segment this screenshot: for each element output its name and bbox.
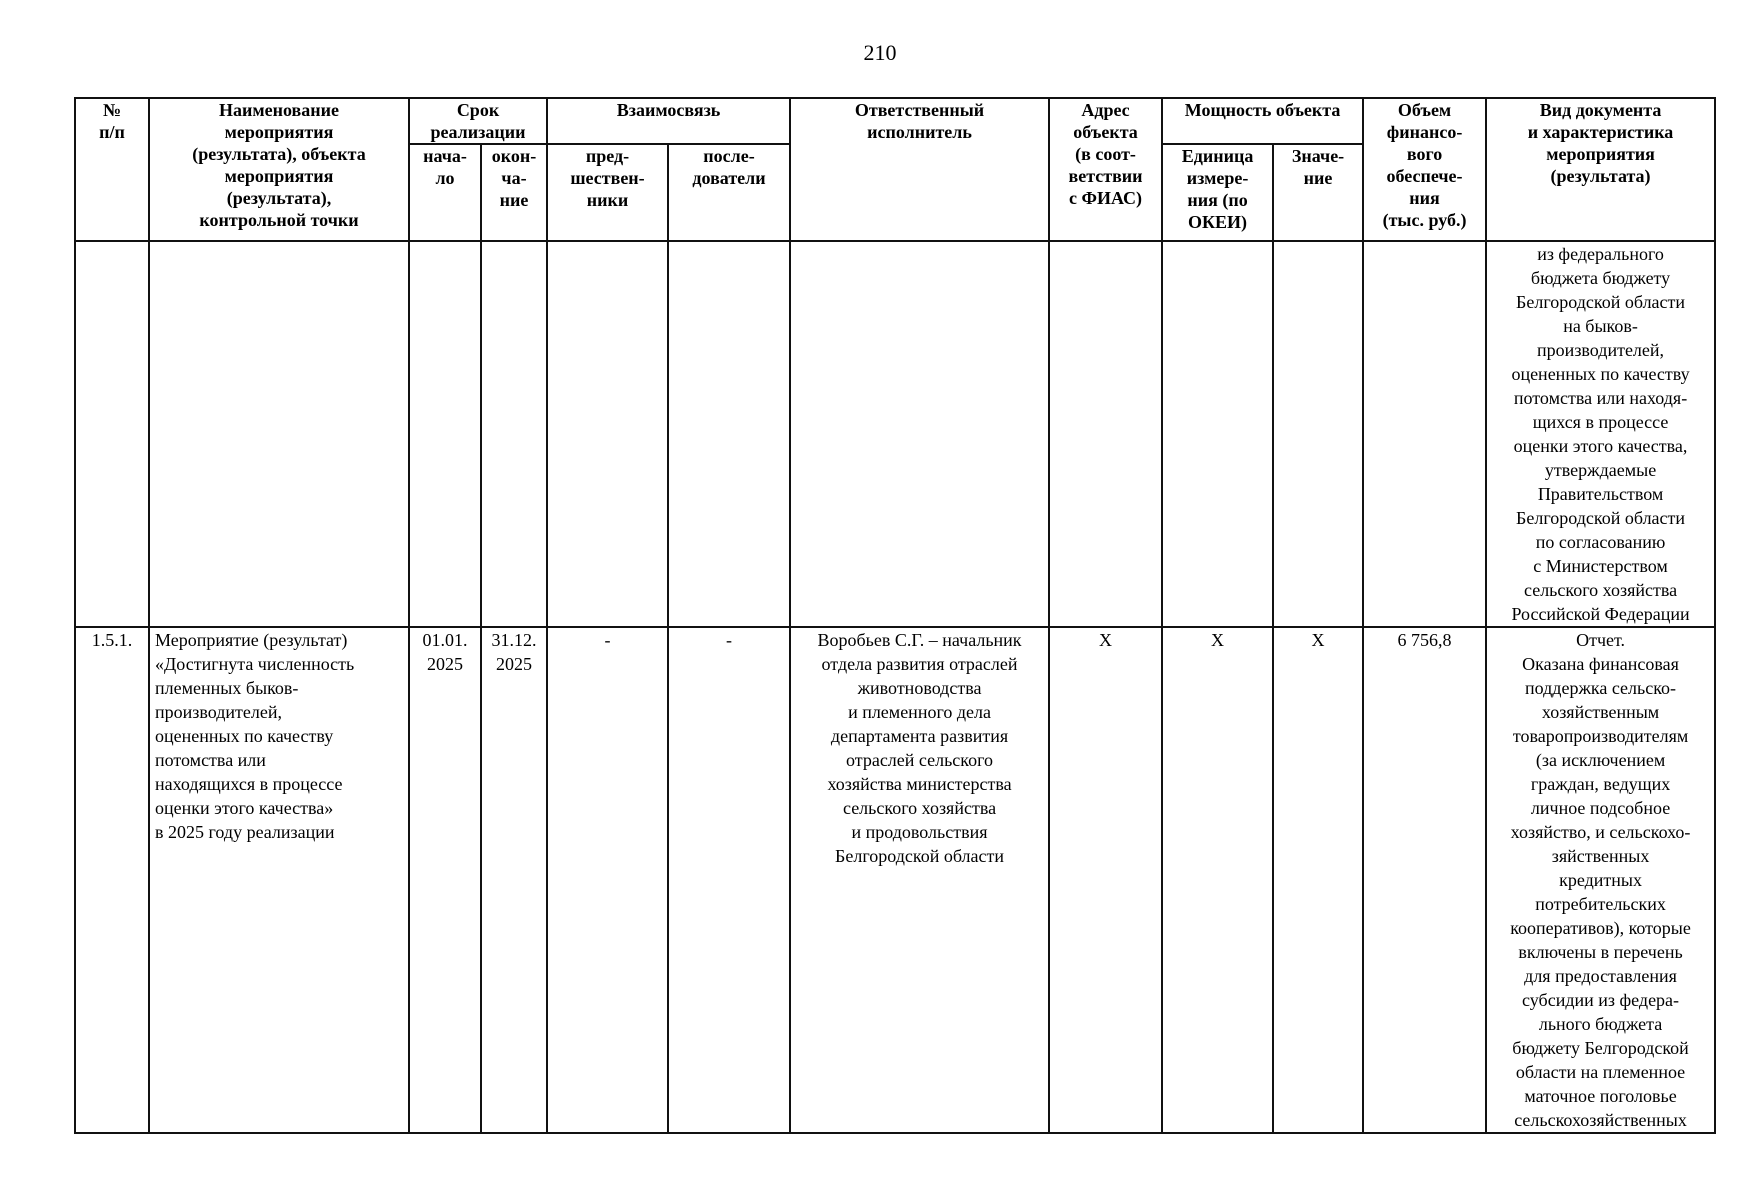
cell-empty xyxy=(790,241,1049,627)
cell-empty xyxy=(1162,241,1273,627)
text-line: (тыс. руб.) xyxy=(1382,210,1467,230)
header-finance xyxy=(1363,98,1486,241)
header-unit xyxy=(1162,144,1273,241)
header-link: Взаимосвязь xyxy=(547,98,790,144)
text-line: ния (по xyxy=(1187,190,1248,210)
text-line: с Министерством xyxy=(1533,556,1668,576)
text-line: объекта xyxy=(1073,122,1138,142)
text-line: ние xyxy=(1303,168,1333,188)
text-line: оцененных по качеству xyxy=(155,726,334,746)
header-start xyxy=(409,144,481,241)
text-line: окон- xyxy=(491,146,537,166)
text-line: Правительством xyxy=(1537,484,1664,504)
cell-value: X xyxy=(1273,627,1363,1133)
text-line: ча- xyxy=(501,168,527,188)
text-line: Ответственный xyxy=(854,100,985,120)
text-line: реализации xyxy=(430,122,526,142)
text-line: находящихся в процессе xyxy=(155,774,343,794)
text-line: сельского хозяйства xyxy=(842,798,997,818)
text-line: Белгородской области xyxy=(1516,508,1686,528)
header-document xyxy=(1486,98,1715,241)
text-line: хозяйственным xyxy=(1541,702,1660,722)
text-line: отраслей сельского xyxy=(845,750,994,770)
cell-empty xyxy=(75,241,149,627)
text-line: исполнитель xyxy=(867,122,972,142)
cell-empty xyxy=(668,241,790,627)
cell-start xyxy=(409,627,481,1133)
text-line: щихся в процессе xyxy=(1532,412,1669,432)
text-line: граждан, ведущих xyxy=(1530,774,1671,794)
cell-end xyxy=(481,627,547,1133)
text-line: (в соот- xyxy=(1075,144,1136,164)
text-line: сельского хозяйства xyxy=(1524,580,1678,600)
text-line: поддержка сельско- xyxy=(1525,678,1677,698)
header-successors xyxy=(668,144,790,241)
cell-empty xyxy=(1273,241,1363,627)
text-line: вого xyxy=(1406,144,1443,164)
text-line: оцененных по качеству xyxy=(1511,364,1690,384)
text-line: производителей, xyxy=(155,702,282,722)
text-line: и характеристика xyxy=(1527,122,1674,142)
text-line: ние xyxy=(499,190,529,210)
text-line: ники xyxy=(586,190,629,210)
text-line: кооперативов), которые xyxy=(1510,918,1691,938)
text-line: Единица xyxy=(1181,146,1254,166)
text-line: пред- xyxy=(585,146,630,166)
header-address xyxy=(1049,98,1162,241)
cell-document xyxy=(1486,627,1715,1133)
cell-empty xyxy=(1363,241,1486,627)
cell-predecessors: - xyxy=(547,627,668,1133)
cell-number: 1.5.1. xyxy=(75,627,149,1133)
text-line: включены в перечень xyxy=(1518,942,1683,962)
cell-address: X xyxy=(1049,627,1162,1133)
text-line: ОКЕИ) xyxy=(1188,212,1248,232)
header-name xyxy=(149,98,409,241)
text-line: 01.01. xyxy=(422,630,468,650)
header-responsible xyxy=(790,98,1049,241)
text-line: ния xyxy=(1409,188,1440,208)
header-capacity: Мощность объекта xyxy=(1162,98,1363,144)
text-line: измере- xyxy=(1186,168,1249,188)
text-line: мероприятия xyxy=(224,122,334,142)
text-line: Наименование xyxy=(219,100,339,120)
text-line: и продовольствия xyxy=(851,822,988,842)
text-line: департамента развития xyxy=(830,726,1009,746)
text-line: оценки этого качества» xyxy=(155,798,334,818)
text-line: Оказана финансовая xyxy=(1522,654,1679,674)
text-line: бюджета бюджету xyxy=(1530,268,1671,288)
text-line: Значе- xyxy=(1291,146,1345,166)
text-line: зяйственных xyxy=(1551,846,1650,866)
cell-unit: X xyxy=(1162,627,1273,1133)
text-line: племенных быков- xyxy=(155,678,299,698)
text-line: 2025 xyxy=(496,654,532,674)
text-line: по согласованию xyxy=(1535,532,1666,552)
text-line: шествен- xyxy=(570,168,645,188)
text-line: нача- xyxy=(423,146,467,166)
text-line: для предоставления xyxy=(1524,966,1677,986)
cell-empty xyxy=(547,241,668,627)
text-line: «Достигнута численность xyxy=(155,654,355,674)
text-line: обеспече- xyxy=(1386,166,1463,186)
text-line: сельскохозяйственных xyxy=(1514,1110,1687,1130)
table-row xyxy=(75,627,1715,1133)
text-line: отдела развития отраслей xyxy=(821,654,1018,674)
text-line: ло xyxy=(435,168,455,188)
text-line: Российской Федерации xyxy=(1511,604,1690,624)
text-line: контрольной точки xyxy=(199,210,359,230)
text-line: производителей, xyxy=(1537,340,1665,360)
text-line: 2025 xyxy=(427,654,463,674)
text-line: субсидии из федера- xyxy=(1522,990,1680,1010)
text-line: Белгородской области xyxy=(1516,292,1686,312)
text-line: Белгородской области xyxy=(835,846,1005,866)
text-line: Объем xyxy=(1397,100,1452,120)
text-line: (результата) xyxy=(1550,166,1651,186)
cell-empty xyxy=(409,241,481,627)
text-line: области на племенное xyxy=(1515,1062,1686,1082)
header-number: № п/п xyxy=(75,98,149,241)
text-line: 31.12. xyxy=(491,630,537,650)
cell-name xyxy=(149,627,409,1133)
text-line: животноводства xyxy=(857,678,982,698)
text-line: хозяйства министерства xyxy=(827,774,1012,794)
text-line: ветствии xyxy=(1068,166,1143,186)
text-line: и племенного дела xyxy=(848,702,991,722)
cell-finance: 6 756,8 xyxy=(1363,627,1486,1133)
text-line: мероприятия xyxy=(1546,144,1655,164)
text-line: (за исключением xyxy=(1535,750,1666,770)
text-line: из федерального xyxy=(1537,244,1664,264)
cell-empty xyxy=(1049,241,1162,627)
text-line: маточное поголовье xyxy=(1524,1086,1677,1106)
text-line: бюджету Белгородской xyxy=(1512,1038,1689,1058)
cell-responsible xyxy=(790,627,1049,1133)
cell-empty xyxy=(149,241,409,627)
table-header xyxy=(75,98,1715,241)
text-line: льного бюджета xyxy=(1538,1014,1663,1034)
text-line: Адрес xyxy=(1081,100,1130,120)
text-line: Воробьев С.Г. – начальник xyxy=(817,630,1022,650)
text-line: (результата), xyxy=(226,188,332,208)
cell-successors: - xyxy=(668,627,790,1133)
text-line: после- xyxy=(703,146,755,166)
cell-document-continuation xyxy=(1486,241,1715,627)
text-line: с ФИАС) xyxy=(1069,188,1143,208)
text-line: Мероприятие (результат) xyxy=(155,630,348,650)
header-end xyxy=(481,144,547,241)
text-line: на быков- xyxy=(1563,316,1638,336)
text-line: утверждаемые xyxy=(1544,460,1657,480)
page-number: 210 xyxy=(863,40,897,65)
table-row-continuation xyxy=(75,241,1715,627)
text-line: личное подсобное xyxy=(1530,798,1671,818)
text-line: мероприятия xyxy=(224,166,334,186)
text-line: кредитных xyxy=(1559,870,1642,890)
text-line: хозяйство, и сельскохо- xyxy=(1510,822,1691,842)
header-value xyxy=(1273,144,1363,241)
activities-table xyxy=(74,97,1716,1134)
text-line: дователи xyxy=(692,168,766,188)
text-line: Отчет. xyxy=(1576,630,1625,650)
text-line: товаропроизводителям xyxy=(1512,726,1689,746)
text-line: в 2025 году реализации xyxy=(155,822,335,842)
text-line: потребительских xyxy=(1535,894,1666,914)
text-line: оценки этого качества, xyxy=(1513,436,1688,456)
text-line: потомства или xyxy=(155,750,266,770)
header-predecessors xyxy=(547,144,668,241)
cell-empty xyxy=(481,241,547,627)
text-line: (результата), объекта xyxy=(192,144,366,164)
header-period xyxy=(409,98,547,144)
text-line: Срок xyxy=(456,100,500,120)
text-line: потомства или находя- xyxy=(1513,388,1688,408)
text-line: финансо- xyxy=(1386,122,1463,142)
text-line: Вид документа xyxy=(1539,100,1662,120)
